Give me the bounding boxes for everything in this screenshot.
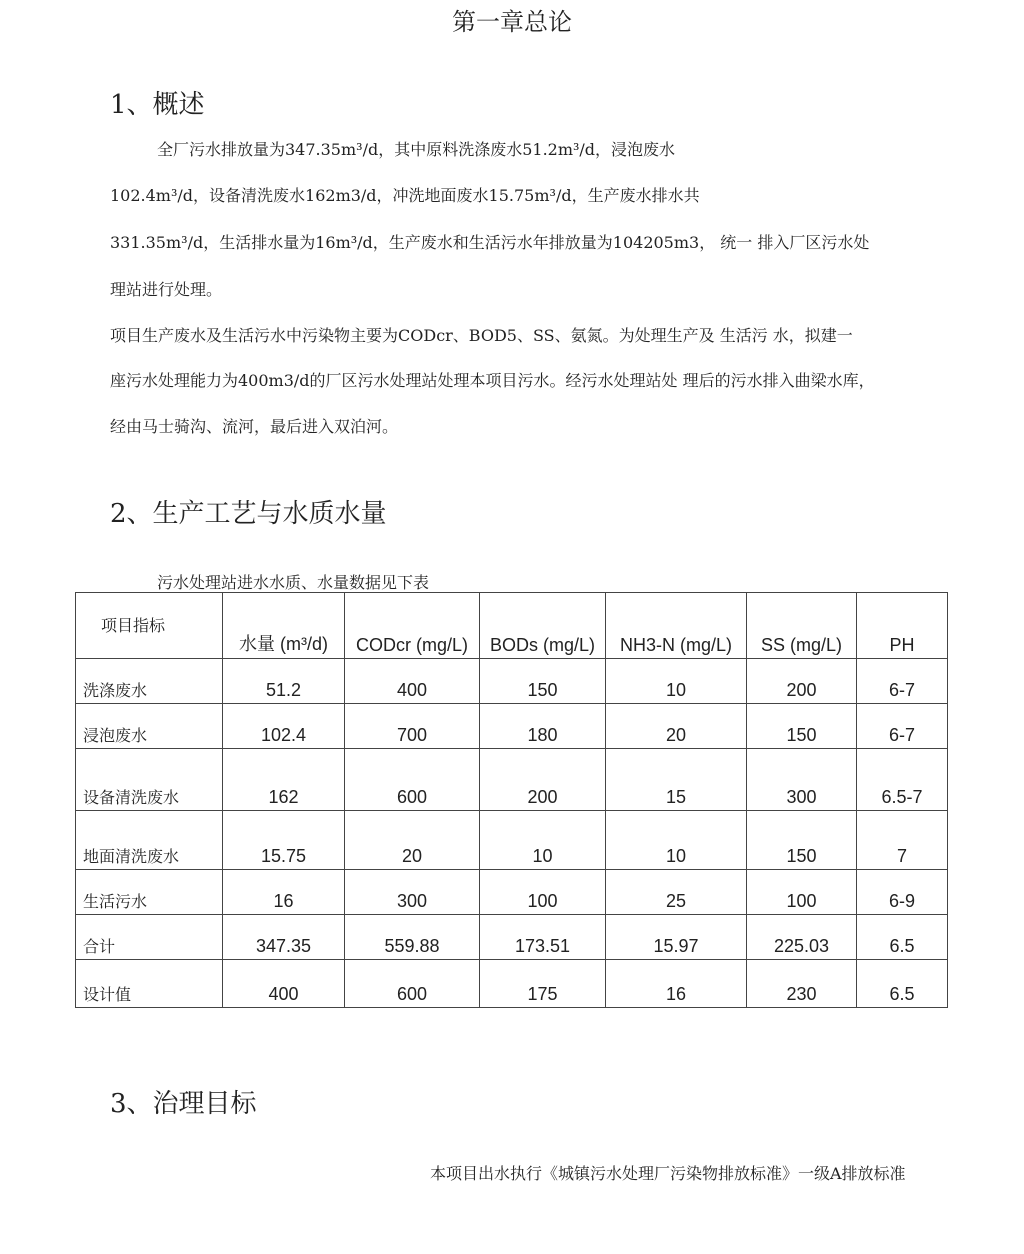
table-cell: 400 <box>223 960 345 1008</box>
column-header: NH3-N (mg/L) <box>606 593 747 659</box>
table-cell: 347.35 <box>223 915 345 960</box>
table-row <box>76 870 948 915</box>
page-title: 第一章总论 <box>452 8 572 36</box>
paragraph-line: 项目生产废水及生活污水中污染物主要为CODcr、BOD5、SS、氨氮。为处理生产及 生活污 水，拟建一 <box>110 326 853 345</box>
table-cell: 400 <box>345 659 480 704</box>
table-cell: 51.2 <box>223 659 345 704</box>
table-row <box>76 659 948 704</box>
row-label: 设计值 <box>76 960 223 1008</box>
table-cell: 16 <box>223 870 345 915</box>
table-cell: 6.5 <box>857 960 948 1008</box>
paragraph-line: 102.4m³/d，设备清洗废水162m3/d，冲洗地面废水15.75m³/d，生产废水排水共 <box>110 186 700 205</box>
paragraph-line: 经由马士骑沟、流河，最后进入双泊河。 <box>110 417 399 436</box>
column-header: CODcr (mg/L) <box>345 593 480 659</box>
table-cell: 150 <box>480 659 606 704</box>
table-cell: 6-7 <box>857 659 948 704</box>
table-header-row <box>76 593 948 659</box>
table-cell: 10 <box>606 659 747 704</box>
row-label: 洗涤废水 <box>76 659 223 704</box>
table-cell: 100 <box>747 870 857 915</box>
section-2-heading: 2、生产工艺与水质水量 <box>110 499 387 529</box>
table-cell: 150 <box>747 704 857 749</box>
row-label: 生活污水 <box>76 870 223 915</box>
table-cell: 15.75 <box>223 811 345 870</box>
paragraph-line: 全厂污水排放量为347.35m³/d，其中原料洗涤废水51.2m³/d，浸泡废水 <box>157 140 676 159</box>
section-3-heading: 3、治理目标 <box>110 1089 257 1119</box>
column-header: SS (mg/L) <box>747 593 857 659</box>
table-cell: 10 <box>606 811 747 870</box>
table-row <box>76 749 948 811</box>
table-cell: 100 <box>480 870 606 915</box>
table-cell: 225.03 <box>747 915 857 960</box>
table-cell: 20 <box>345 811 480 870</box>
table-cell: 6-7 <box>857 704 948 749</box>
table-cell: 6.5 <box>857 915 948 960</box>
table-cell: 150 <box>747 811 857 870</box>
table-row <box>76 811 948 870</box>
table-cell: 20 <box>606 704 747 749</box>
table-cell: 25 <box>606 870 747 915</box>
table-cell: 230 <box>747 960 857 1008</box>
table-cell: 180 <box>480 704 606 749</box>
table-cell: 162 <box>223 749 345 811</box>
table-cell: 300 <box>747 749 857 811</box>
table-cell: 200 <box>747 659 857 704</box>
section-3-text: 本项目出水执行《城镇污水处理厂污染物排放标准》一级A排放标准 <box>430 1164 906 1183</box>
table-cell: 600 <box>345 960 480 1008</box>
table-cell: 200 <box>480 749 606 811</box>
row-label: 浸泡废水 <box>76 704 223 749</box>
table-caption: 污水处理站进水水质、水量数据见下表 <box>157 573 430 592</box>
table-cell: 102.4 <box>223 704 345 749</box>
table-cell: 7 <box>857 811 948 870</box>
column-header: PH <box>857 593 948 659</box>
table-cell: 700 <box>345 704 480 749</box>
table-corner-label: 项目指标 <box>76 593 223 659</box>
table-cell: 15 <box>606 749 747 811</box>
row-label: 合计 <box>76 915 223 960</box>
table-cell: 6.5-7 <box>857 749 948 811</box>
column-header: 水量 (m³/d) <box>223 593 345 659</box>
table-cell: 559.88 <box>345 915 480 960</box>
table-cell: 6-9 <box>857 870 948 915</box>
table-cell: 16 <box>606 960 747 1008</box>
row-label: 设备清洗废水 <box>76 749 223 811</box>
water-quality-table <box>75 592 948 1008</box>
table-cell: 300 <box>345 870 480 915</box>
table-cell: 175 <box>480 960 606 1008</box>
table-cell: 15.97 <box>606 915 747 960</box>
table-cell: 10 <box>480 811 606 870</box>
section-1-heading: 1、概述 <box>110 90 205 120</box>
table-row <box>76 915 948 960</box>
paragraph-line: 理站进行处理。 <box>110 280 223 299</box>
paragraph-line: 331.35m³/d，生活排水量为16m³/d，生产废水和生活污水年排放量为104205m3， 统一 排入厂区污水处 <box>110 233 870 252</box>
paragraph-line: 座污水处理能力为400m3/d的厂区污水处理站处理本项目污水。经污水处理站处 理后的污水排入曲梁水库， <box>110 371 875 390</box>
table-row <box>76 704 948 749</box>
row-label: 地面清洗废水 <box>76 811 223 870</box>
column-header: BODs (mg/L) <box>480 593 606 659</box>
table-cell: 173.51 <box>480 915 606 960</box>
table-cell: 600 <box>345 749 480 811</box>
table-row <box>76 960 948 1008</box>
